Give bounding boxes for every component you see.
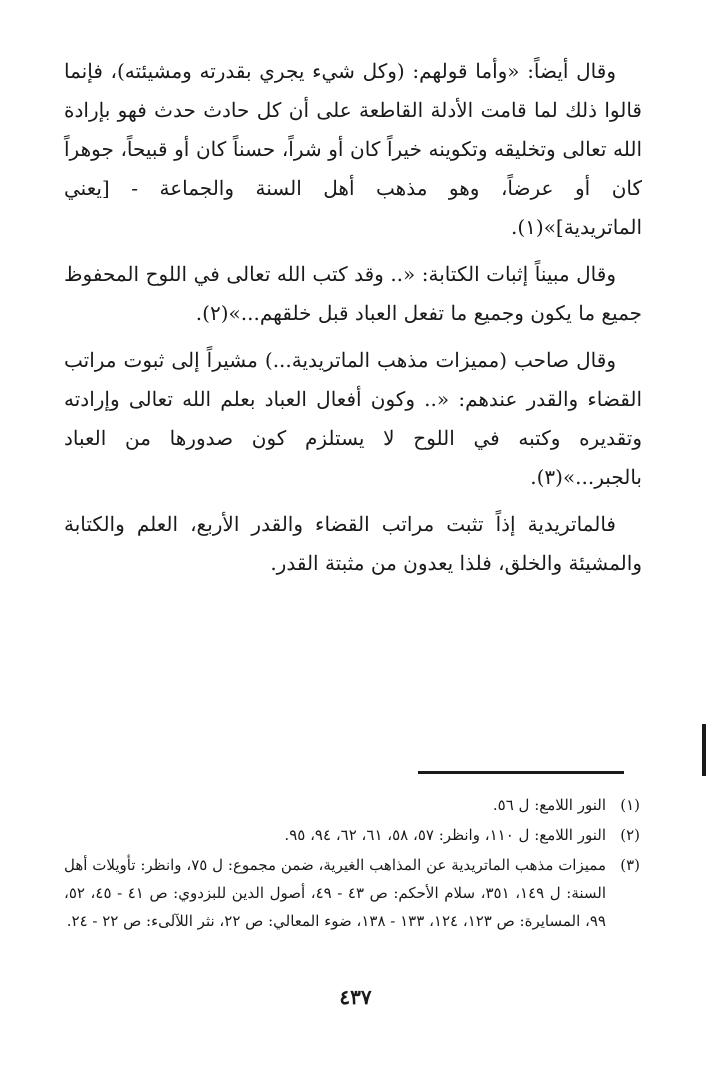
footnote-number: (٢) xyxy=(620,826,640,844)
paragraph-2: وقال مبيناً إثبات الكتابة: «.. وقد كتب الله تعالى في اللوح المحفوظ جميع ما يكون وجميع ما تفعل العباد قبل خلقهم...»(٢). xyxy=(64,262,642,325)
footnote-3 xyxy=(64,851,640,935)
footnote-number: (٣) xyxy=(620,856,640,874)
page-number: ٤٣٧ xyxy=(339,985,372,1009)
footnote-text: النور اللامع: ل ١١٠، وانظر: ٥٧، ٥٨، ٦١، ٦٢، ٩٤، ٩٥. xyxy=(284,826,606,844)
paragraph-4: فالماتريدية إذاً تثبت مراتب القضاء والقدر الأربع، العلم والكتابة والمشيئة والخلق، فلذا يعدون من مثبتة القدر. xyxy=(64,512,642,575)
footnote-1 xyxy=(64,791,640,819)
scan-edge-mark xyxy=(702,724,706,776)
main-text xyxy=(64,52,642,591)
footnote-text: النور اللامع: ل ٥٦. xyxy=(492,796,606,814)
paragraph-3: وقال صاحب (مميزات مذهب الماتريدية...) مشيراً إلى ثبوت مراتب القضاء والقدر عندهم: «.. وكون أفعال العباد بعلم الله تعالى وإرادته وتقديره وكتبه في اللوح لا يستلزم كون صدورها من العباد بالجبر...»(٣). xyxy=(64,348,642,489)
paragraph-1: وقال أيضاً: «وأما قولهم: (وكل شيء يجري بقدرته ومشيئته)، فإنما قالوا ذلك لما قامت الأدلة القاطعة على أن كل حادث حدث فهو بإرادة الله تعالى وتخليقه وتكوينه خيراً كان أو شراً، حسناً كان أو قبيحاً، جوهراً كان أو عرضاً، وهو مذهب أهل السنة والجماعة - [يعني الماتريدية]»(١). xyxy=(64,59,642,239)
footnote-separator xyxy=(418,771,624,774)
footnote-number: (١) xyxy=(620,796,640,814)
footnote-text: مميزات مذهب الماتريدية عن المذاهب الغيرية، ضمن مجموع: ل ٧٥، وانظر: تأويلات أهل السنة: ل ١٤٩، ٣٥١، سلام الأحكم: ص ٤٣ - ٤٩، أصول الدين للبزدوي: ص ٤١ - ٤٥، ٥٢، ٩٩، المسايرة: ص ١٢٣، ١٢٤، ١٣٣ - ١٣٨، ضوء المعالي: ص ٢٢، نثر اللآلىء: ص ٢٢ - ٢٤. xyxy=(64,856,607,930)
footnote-2 xyxy=(64,821,640,849)
footnotes xyxy=(64,791,640,937)
